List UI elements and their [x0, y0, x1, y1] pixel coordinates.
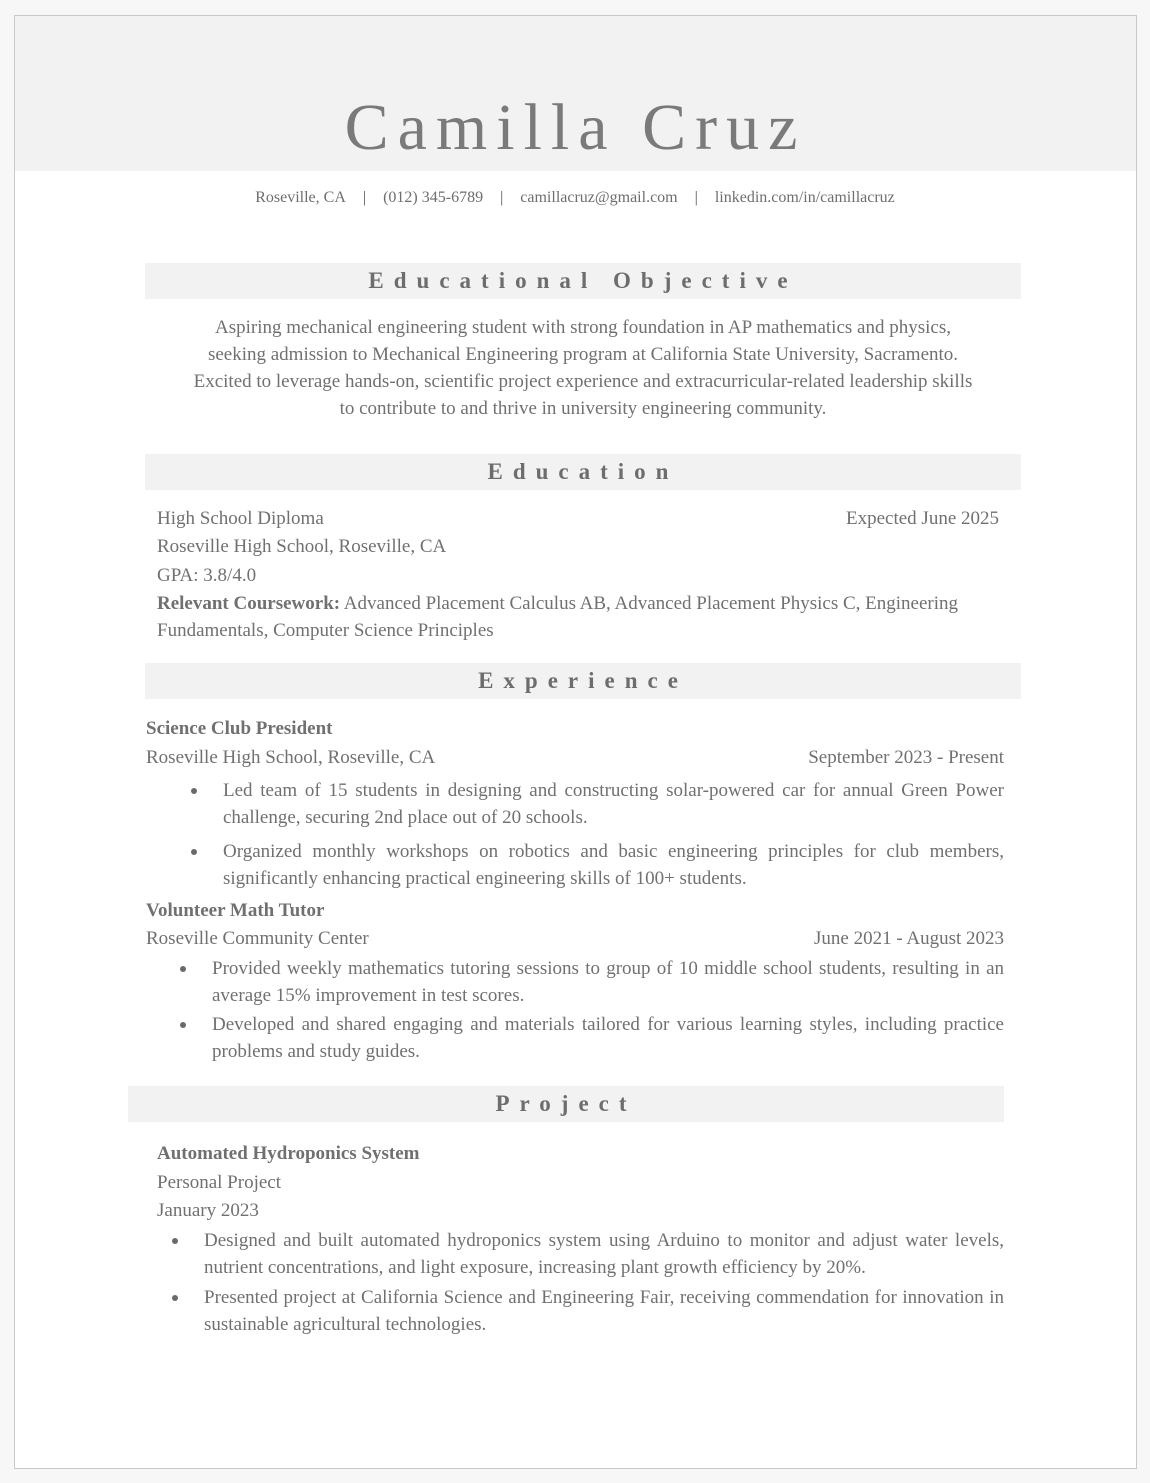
contact-location: Roseville, CA	[255, 189, 346, 206]
job-org-row	[146, 925, 1004, 952]
contact-linkedin[interactable]: linkedin.com/in/camillacruz	[714, 189, 895, 206]
education-gpa: GPA: 3.8/4.0	[157, 565, 257, 586]
education-degree-row	[157, 505, 999, 532]
education-coursework	[157, 590, 1007, 644]
bullet-dot	[180, 966, 186, 972]
contact-separator: |	[362, 189, 367, 206]
project-title: Automated Hydroponics System	[157, 1143, 420, 1164]
objective-line: seeking admission to Mechanical Engineering program at California State University, Sacramento.	[207, 344, 959, 365]
objective-line: Aspiring mechanical engineering student with strong foundation in AP mathematics and physics,	[215, 317, 951, 338]
section-heading-objective: Educational Objective	[145, 263, 1021, 299]
section-heading-education: Education	[145, 454, 1021, 490]
job-title: Science Club President	[146, 718, 333, 739]
contact-line	[0, 188, 1150, 208]
coursework-line: Advanced Placement Calculus AB, Advanced Placement Physics C, Engineering	[340, 593, 959, 614]
section-heading-experience: Experience	[145, 663, 1021, 699]
section-heading-project: Project	[128, 1086, 1004, 1122]
bullet-dot	[172, 1295, 178, 1301]
job-title: Volunteer Math Tutor	[146, 900, 325, 921]
job-org-row	[146, 744, 1004, 771]
job-bullet: Developed and shared engaging and materials tailored for various learning styles, including practice problems and study guides.	[212, 1014, 1004, 1062]
education-school: Roseville High School, Roseville, CA	[157, 536, 447, 557]
project-date: January 2023	[157, 1200, 259, 1221]
bullet-dot	[191, 788, 197, 794]
contact-phone: (012) 345-6789	[383, 189, 484, 206]
contact-separator: |	[500, 189, 504, 206]
project-bullet: Presented project at California Science and Engineering Fair, receiving commendation for innovation in sustainable agricultural technologies.	[204, 1287, 1004, 1335]
objective-line: to contribute to and thrive in university engineering community.	[339, 398, 827, 419]
coursework-label: Relevant Coursework:	[157, 593, 341, 614]
education-degree: High School Diploma	[157, 508, 324, 529]
job-bullet: Organized monthly workshops on robotics and basic engineering principles for club members, significantly enhancing practical engineering skills of 100+ students.	[223, 841, 1004, 889]
job-bullet: Led team of 15 students in designing and constructing solar-powered car for annual Green Power challenge, securing 2nd place out of 20 schools.	[223, 780, 1004, 828]
coursework-line: Fundamentals, Computer Science Principles	[157, 620, 494, 641]
contact-email[interactable]: camillacruz@gmail.com	[520, 189, 678, 206]
job-dates: June 2021 - August 2023	[814, 928, 1004, 949]
bullet-dot	[180, 1022, 186, 1028]
job-org: Roseville High School, Roseville, CA	[146, 747, 436, 768]
bullet-dot	[172, 1238, 178, 1244]
objective-text	[145, 314, 1021, 422]
project-type: Personal Project	[157, 1172, 282, 1193]
project-bullet: Designed and built automated hydroponics system using Arduino to monitor and adjust water levels, nutrient concentrations, and light exposure, increasing plant growth efficiency by 20%.	[204, 1230, 1004, 1278]
job-dates: September 2023 - Present	[808, 747, 1004, 768]
candidate-name: Camilla Cruz	[344, 91, 807, 164]
objective-line: Excited to leverage hands-on, scientific project experience and extracurricular-related leadership skills	[193, 371, 973, 392]
job-org: Roseville Community Center	[146, 928, 369, 949]
education-date: Expected June 2025	[845, 508, 999, 529]
bullet-dot	[191, 849, 197, 855]
contact-separator: |	[694, 189, 698, 206]
job-bullet: Provided weekly mathematics tutoring sessions to group of 10 middle school students, resulting in an average 15% improvement in test scores.	[212, 958, 1004, 1006]
